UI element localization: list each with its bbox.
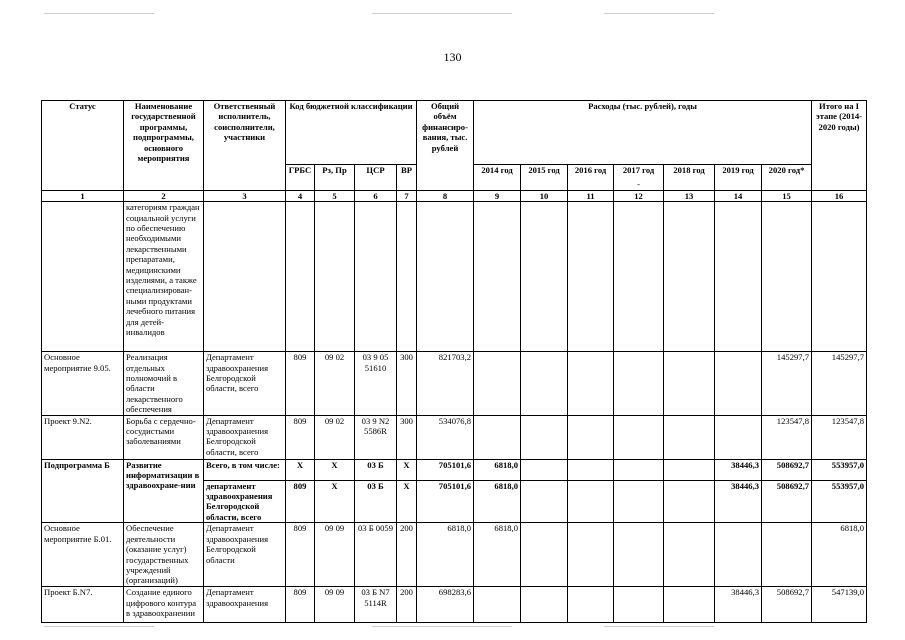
cell-2016 xyxy=(568,587,614,623)
header-stage-total: Итого на I этапе (2014-2020 годы) xyxy=(812,101,867,191)
cell-csr: 03 9 N2 5586R xyxy=(355,415,397,459)
cell-total: 6818,0 xyxy=(417,523,474,587)
cell-2017 xyxy=(614,523,664,587)
cell-2015 xyxy=(521,480,568,523)
cell-2017 xyxy=(614,459,664,480)
scan-edge-line xyxy=(604,13,714,14)
header-total-volume: Общий объём финансиро-вания, тыс. рублей xyxy=(417,101,474,191)
cell-grbs: 809 xyxy=(286,480,315,523)
cell-2018 xyxy=(664,587,715,623)
header-year-2017 xyxy=(614,165,664,191)
cell-rzpr: Х xyxy=(315,459,355,480)
cell-total: 821703,2 xyxy=(417,352,474,415)
cell-2016 xyxy=(568,415,614,459)
page-number: 130 xyxy=(443,50,462,64)
cell-stage-total: 123547,8 xyxy=(812,415,867,459)
cell-status: Проект Б.N7. xyxy=(42,587,124,623)
cell-2015 xyxy=(521,587,568,623)
cell-rzpr: Х xyxy=(315,480,355,523)
scan-edge-line xyxy=(372,13,512,14)
cell-2019: 38446,3 xyxy=(715,480,762,523)
cell-2020: 123547,8 xyxy=(762,415,812,459)
cell-2016 xyxy=(568,480,614,523)
column-number: 10 xyxy=(521,190,568,201)
budget-table xyxy=(41,100,867,623)
cell-status: Подпрограмма Б xyxy=(42,459,124,523)
table-row xyxy=(42,459,867,480)
cell-rzpr: 09 09 xyxy=(315,523,355,587)
cell-2020: 145297,7 xyxy=(762,352,812,415)
cell-name: Реализация отдельных полномочий в области лекарственного обеспечения xyxy=(124,352,204,415)
cell-2014 xyxy=(474,352,521,415)
cell-2018 xyxy=(664,415,715,459)
cell-2015 xyxy=(521,459,568,480)
cell-2020: 508692,7 xyxy=(762,459,812,480)
cell-2016 xyxy=(568,352,614,415)
cell-grbs: Х xyxy=(286,459,315,480)
cell-2017 xyxy=(614,587,664,623)
continuation-text: категориям граждан социальной услуги по обеспечению необходимыми лекарственными препаратами, медицинскими изделиями, а также специализирован-ными продуктами лечебного питания для детей-инвалидов xyxy=(124,202,204,352)
cell-2020 xyxy=(762,523,812,587)
cell-total: 698283,6 xyxy=(417,587,474,623)
cell-responsible: департамент здравоохранения Белгородской области, всего xyxy=(204,480,286,523)
cell-2020: 508692,7 xyxy=(762,587,812,623)
cell-2019 xyxy=(715,523,762,587)
header-year-2017-label: 2017 год xyxy=(622,165,655,175)
column-number: 4 xyxy=(286,190,315,201)
cell-name: Развитие информатизации в здравоохране-нии xyxy=(124,459,204,523)
header-rzpr: Рз, Пр xyxy=(315,165,355,191)
table-row xyxy=(42,523,867,587)
cell-2018 xyxy=(664,352,715,415)
table-row xyxy=(42,415,867,459)
header-budget-code: Код бюджетной классификации xyxy=(286,101,417,165)
cell-responsible: Всего, в том числе: xyxy=(204,459,286,480)
cell-2017 xyxy=(614,352,664,415)
cell-2014: 6818,0 xyxy=(474,523,521,587)
scan-edge-line xyxy=(372,626,512,627)
cell-stage-total: 6818,0 xyxy=(812,523,867,587)
cell-empty xyxy=(204,202,286,352)
cell-name: Борьба с сердечно-сосудистыми заболеваниями xyxy=(124,415,204,459)
cell-stage-total: 547139,0 xyxy=(812,587,867,623)
cell-2019 xyxy=(715,415,762,459)
column-number: 9 xyxy=(474,190,521,201)
table-row xyxy=(42,587,867,623)
cell-vr: Х xyxy=(397,459,417,480)
cell-2014: 6818,0 xyxy=(474,480,521,523)
cell-responsible: Департамент здравоохранения Белгородской области, всего xyxy=(204,352,286,415)
header-year-2014: 2014 год xyxy=(474,165,521,191)
header-responsible: Ответственный исполнитель, соисполнители, участники xyxy=(204,101,286,191)
cell-vr: 200 xyxy=(397,587,417,623)
header-year-2018: 2018 год xyxy=(664,165,715,191)
column-number-row xyxy=(42,190,867,201)
cell-vr: 300 xyxy=(397,415,417,459)
header-year-2020: 2020 год* xyxy=(762,165,812,191)
cell-2020: 508692,7 xyxy=(762,480,812,523)
cell-2019: 38446,3 xyxy=(715,459,762,480)
cell-2014: 6818,0 xyxy=(474,459,521,480)
column-number: 12 xyxy=(614,190,664,201)
header-grbs: ГРБС xyxy=(286,165,315,191)
cell-empty xyxy=(42,202,124,352)
cell-rzpr: 09 02 xyxy=(315,415,355,459)
header-csr: ЦСР xyxy=(355,165,397,191)
cell-responsible: Департамент здравоохранения Белгородской области xyxy=(204,523,286,587)
cell-vr: Х xyxy=(397,480,417,523)
cell-total: 705101,6 xyxy=(417,480,474,523)
cell-2015 xyxy=(521,352,568,415)
scan-edge-line xyxy=(44,13,154,14)
header-year-2016: 2016 год xyxy=(568,165,614,191)
scan-edge-line xyxy=(604,626,714,627)
table-row xyxy=(42,352,867,415)
column-number: 8 xyxy=(417,190,474,201)
cell-2018 xyxy=(664,523,715,587)
header-name: Наименование государственной программы, подпрограммы, основного мероприятия xyxy=(124,101,204,191)
cell-2015 xyxy=(521,523,568,587)
header-status: Статус xyxy=(42,101,124,191)
column-number: 15 xyxy=(762,190,812,201)
cell-2019: 38446,3 xyxy=(715,587,762,623)
cell-status: Основное мероприятие Б.01. xyxy=(42,523,124,587)
cell-2016 xyxy=(568,523,614,587)
column-number: 11 xyxy=(568,190,614,201)
cell-vr: 200 xyxy=(397,523,417,587)
cell-csr: 03 Б N7 5114R xyxy=(355,587,397,623)
cell-csr: 03 Б 0059 xyxy=(355,523,397,587)
cell-grbs: 809 xyxy=(286,352,315,415)
cell-2018 xyxy=(664,480,715,523)
cell-total: 705101,6 xyxy=(417,459,474,480)
cell-grbs: 809 xyxy=(286,415,315,459)
cell-2019 xyxy=(715,352,762,415)
cell-csr: 03 9 05 51610 xyxy=(355,352,397,415)
column-number: 14 xyxy=(715,190,762,201)
cell-2016 xyxy=(568,459,614,480)
header-expenses: Расходы (тыс. рублей), годы xyxy=(474,101,812,165)
column-number: 16 xyxy=(812,190,867,201)
column-number: 5 xyxy=(315,190,355,201)
column-number: 7 xyxy=(397,190,417,201)
cell-2014 xyxy=(474,587,521,623)
cell-stage-total: 553957,0 xyxy=(812,459,867,480)
cell-2018 xyxy=(664,459,715,480)
cell-2015 xyxy=(521,415,568,459)
cell-grbs: 809 xyxy=(286,523,315,587)
cell-name: Создание единого цифрового контура в здравоохранении xyxy=(124,587,204,623)
column-number: 3 xyxy=(204,190,286,201)
cell-stage-total: 553957,0 xyxy=(812,480,867,523)
cell-2017 xyxy=(614,415,664,459)
cell-vr: 300 xyxy=(397,352,417,415)
scan-edge-line xyxy=(44,626,154,627)
cell-2017 xyxy=(614,480,664,523)
cell-total: 534076,8 xyxy=(417,415,474,459)
header-vr: ВР xyxy=(397,165,417,191)
column-number: 1 xyxy=(42,190,124,201)
column-number: 13 xyxy=(664,190,715,201)
cell-csr: 03 Б xyxy=(355,480,397,523)
cell-2014 xyxy=(474,415,521,459)
header-year-2017-mark: - xyxy=(637,179,640,190)
cell-csr: 03 Б xyxy=(355,459,397,480)
header-year-2019: 2019 год xyxy=(715,165,762,191)
header-year-2015: 2015 год xyxy=(521,165,568,191)
column-number: 2 xyxy=(124,190,204,201)
cell-stage-total: 145297,7 xyxy=(812,352,867,415)
cell-rzpr: 09 09 xyxy=(315,587,355,623)
cell-responsible: Департамент здравоохранения Белгородской области, всего xyxy=(204,415,286,459)
cell-status: Основное мероприятие 9.05. xyxy=(42,352,124,415)
table-row-continuation xyxy=(42,202,867,352)
cell-status: Проект 9.N2. xyxy=(42,415,124,459)
cell-grbs: 809 xyxy=(286,587,315,623)
cell-responsible: Департамент здравоохранения xyxy=(204,587,286,623)
column-number: 6 xyxy=(355,190,397,201)
cell-rzpr: 09 02 xyxy=(315,352,355,415)
cell-name: Обеспечение деятельности (оказание услуг) государственных учреждений (организаций) xyxy=(124,523,204,587)
